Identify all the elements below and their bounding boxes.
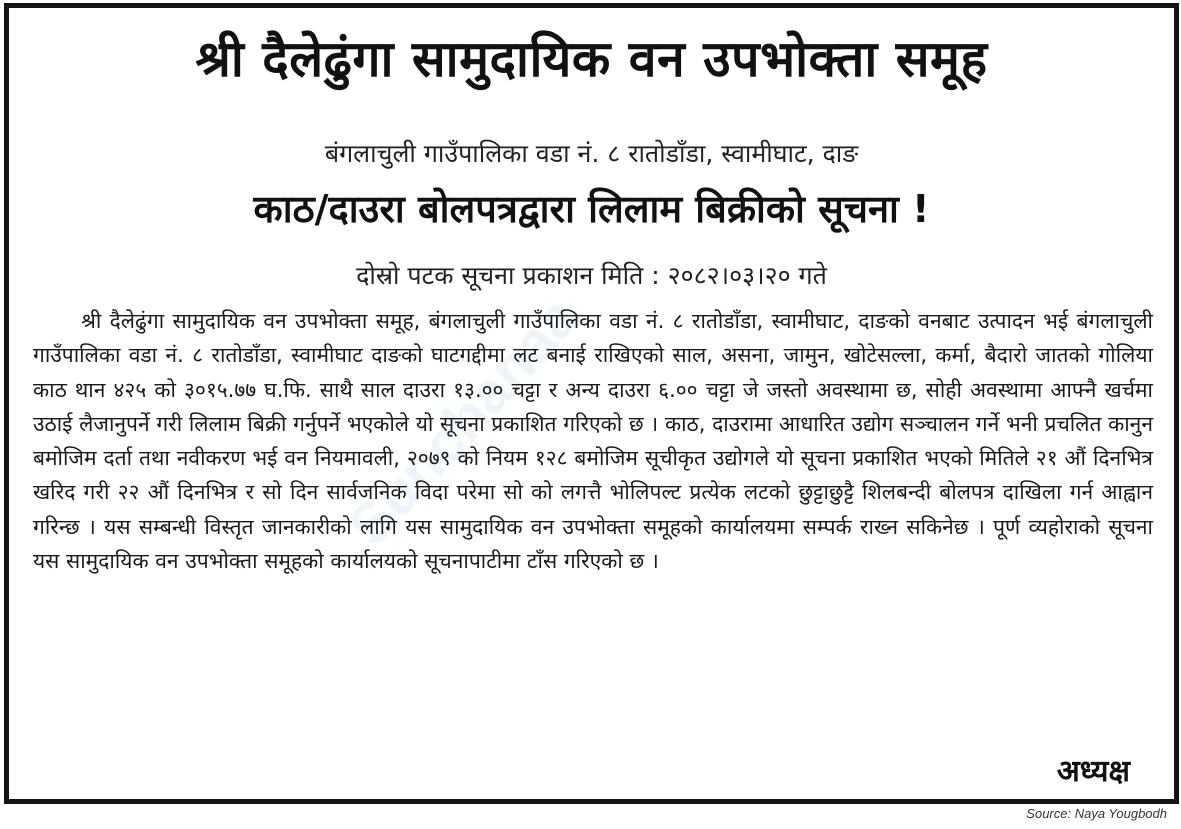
notice-headline: काठ/दाउरा बोलपत्रद्वारा लिलाम बिक्रीको सूचना ! xyxy=(253,187,930,231)
notice-frame xyxy=(4,3,1179,804)
notice-body: श्री दैलेढुंगा सामुदायिक वन उपभोक्ता समूह, बंगलाचुली गाउँपालिका वडा नं. ८ रातोडाँडा, स्वामीघाट, दाङको वनबाट उत्पादन भई बंगलाचुली गाउँपालिका वडा नं. ८ रातोडाँडा, स्वामीघाट दाङको घाटगद्दीमा लट बनाई राखिएको साल, असना, जामुन, खोटेसल्ला, कर्मा, बैदारो जातको गोलिया काठ थान ४२५ को ३०१५.७७ घ.फि. साथै साल दाउरा १३.०० चट्टा र अन्य दाउरा ६.०० चट्टा जे जस्तो अवस्थामा छ, सोही अवस्थामा आफ्नै खर्चमा उठाई लैजानुपर्ने गरी लिलाम बिक्री गर्नुपर्ने भएकोले यो सूचना प्रकाशित गरिएको छ । काठ, दाउरामा आधारित उद्योग सञ्चालन गर्ने भनी प्रचलित कानुन बमोजिम दर्ता तथा नवीकरण भई वन नियमावली, २०७९ को नियम १२८ बमोजिम सूचीकृत उद्योगले यो सूचना प्रकाशित भएको मितिले २१ औं दिनभित्र खरिद गरी २२ औं दिनभित्र र सो दिन सार्वजनिक विदा परेमा सो को लगत्तै भोलिपल्ट प्रत्येक लटको छुट्टाछुट्टै शिलबन्दी बोलपत्र दाखिला गर्न आह्वान गरिन्छ । यस सम्बन्धी विस्तृत जानकारीको लागि यस सामुदायिक वन उपभोक्ता समूहको कार्यालयमा सम्पर्क राख्न सकिनेछ । पूर्ण व्यहोराको सूचना यस सामुदायिक वन उपभोक्ता समूहको कार्यालयको सूचनापाटीमा टाँस गरिएको छ । xyxy=(33,309,1153,574)
source-credit: Source: Naya Yougbodh xyxy=(1026,806,1167,821)
organization-address: बंगलाचुली गाउँपालिका वडा नं. ८ रातोडाँडा, स्वामीघाट, दाङ xyxy=(324,139,859,168)
watermark: Sunchanaa xyxy=(336,284,592,559)
organization-title: श्री दैलेढुंगा सामुदायिक वन उपभोक्ता समूह xyxy=(195,30,988,88)
signatory-title: अध्यक्ष xyxy=(1056,754,1130,789)
publication-date: दोस्रो पटक सूचना प्रकाशन मिति : २०८२।०३।२० गते xyxy=(356,261,827,290)
